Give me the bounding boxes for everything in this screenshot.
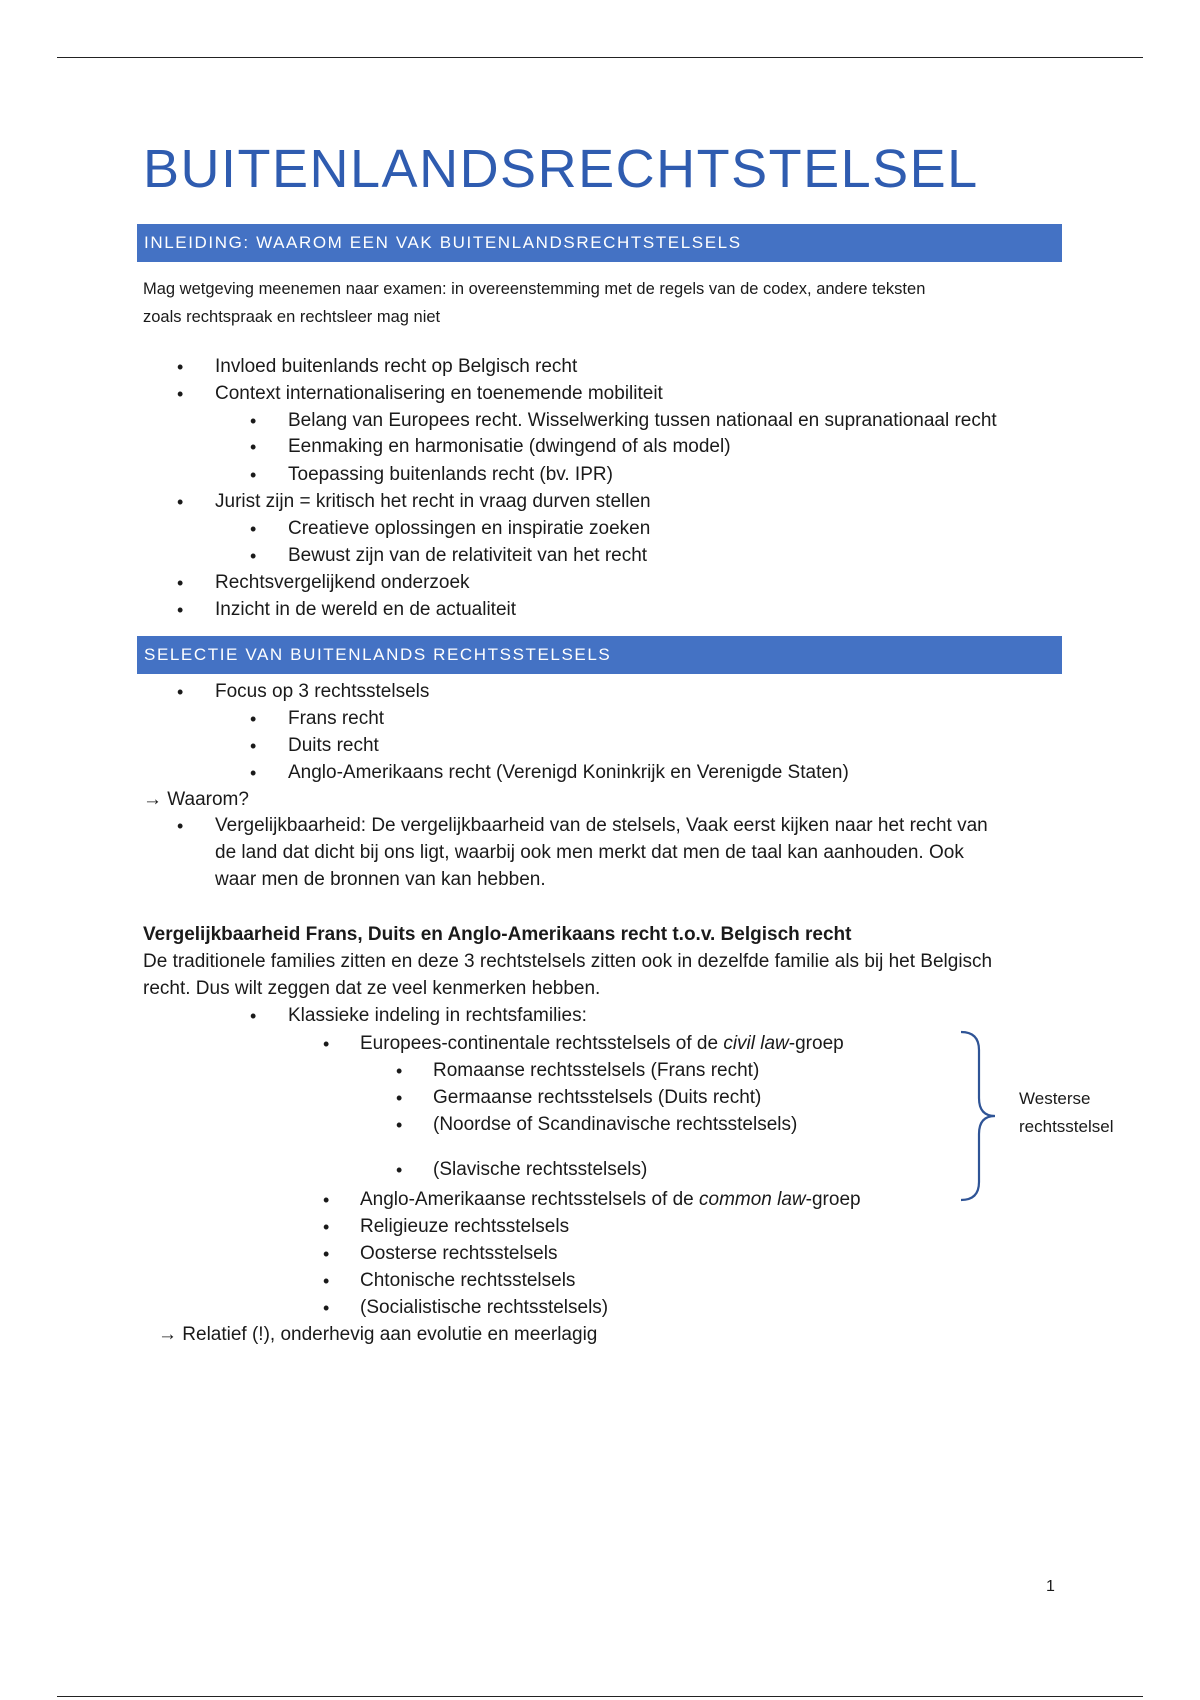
paragraph-line: recht. Dus wilt zeggen dat ze veel kenmerken hebben. [143, 978, 601, 999]
bullet-dot: • [177, 682, 184, 702]
bullet-dot: • [250, 437, 257, 457]
bullet-dot: • [250, 519, 257, 539]
list-item-common-law [360, 1187, 861, 1213]
list-item: Toepassing buitenlands recht (bv. IPR) [288, 464, 613, 485]
bullet-dot: • [177, 492, 184, 512]
list-item: Klassieke indeling in rechtsfamilies: [288, 1005, 587, 1026]
civil-law-prefix: Europees-continentale rechtsstelsels of de [360, 1033, 724, 1054]
list-item: Eenmaking en harmonisatie (dwingend of als model) [288, 436, 731, 457]
bullet-dot: • [323, 1244, 330, 1264]
list-item: Oosterse rechtsstelsels [360, 1243, 558, 1264]
bullet-dot: • [177, 357, 184, 377]
bullet-dot: • [323, 1034, 330, 1054]
bullet-dot: • [323, 1217, 330, 1237]
curly-brace-icon [955, 1028, 1015, 1206]
list-item: Bewust zijn van de relativiteit van het recht [288, 545, 648, 566]
list-item-civil-law [360, 1031, 844, 1057]
bullet-dot: • [250, 465, 257, 485]
list-item: Jurist zijn = kritisch het recht in vraag durven stellen [215, 491, 651, 512]
civil-law-suffix: -groep [788, 1033, 844, 1054]
list-item: Invloed buitenlands recht op Belgisch recht [215, 356, 578, 377]
common-law-prefix: Anglo-Amerikaanse rechtsstelsels of de [360, 1189, 699, 1210]
list-item: Creatieve oplossingen en inspiratie zoeken [288, 518, 651, 539]
page-title: BUITENLANDSRECHTSTELSEL [143, 139, 979, 199]
list-item: Anglo-Amerikaans recht (Verenigd Koninkrijk en Verenigde Staten) [288, 762, 849, 783]
intro-line: zoals rechtspraak en rechtsleer mag niet [143, 308, 441, 326]
list-item: Frans recht [288, 708, 385, 729]
list-item: Religieuze rechtsstelsels [360, 1216, 570, 1237]
bullet-dot: • [396, 1061, 403, 1081]
bullet-dot: • [250, 411, 257, 431]
bullet-dot: • [250, 736, 257, 756]
list-item: Duits recht [288, 735, 379, 756]
brace-label [1019, 1085, 1113, 1141]
why-line: de land dat dicht bij ons ligt, waarbij ook men merkt dat men de taal kan aanhouden. Ook [215, 842, 964, 863]
list-item: Chtonische rechtsstelsels [360, 1270, 576, 1291]
brace-label-line: Westerse [1019, 1089, 1091, 1108]
page-number: 1 [1046, 1578, 1055, 1595]
bullet-dot: • [177, 384, 184, 404]
list-item: Rechtsvergelijkend onderzoek [215, 572, 470, 593]
list-item: (Socialistische rechtsstelsels) [360, 1297, 609, 1318]
subheading: Vergelijkbaarheid Frans, Duits en Anglo-Amerikaans recht t.o.v. Belgisch recht [143, 924, 852, 945]
bullet-dot: • [323, 1271, 330, 1291]
conclusion: → Relatief (!), onderhevig aan evolutie en meerlagig [158, 1324, 598, 1345]
bullet-dot: • [250, 1006, 257, 1026]
bullet-dot: • [396, 1115, 403, 1135]
list-item: Germaanse rechtsstelsels (Duits recht) [433, 1087, 762, 1108]
list-item: (Slavische rechtsstelsels) [433, 1159, 648, 1180]
list-item: (Noordse of Scandinavische rechtsstelsels) [433, 1114, 798, 1135]
bullet-dot: • [323, 1298, 330, 1318]
bullet-dot: • [177, 816, 184, 836]
why-line: Vergelijkbaarheid: De vergelijkbaarheid van de stelsels, Vaak eerst kijken naar het recht van [215, 815, 988, 836]
paragraph-line: De traditionele families zitten en deze 3 rechtstelsels zitten ook in dezelfde familie als bij het Belgisch [143, 951, 993, 972]
top-rule [57, 57, 1143, 58]
common-law-term: common law [699, 1189, 806, 1210]
bullet-dot: • [396, 1160, 403, 1180]
section-heading-inleiding: INLEIDING: WAAROM EEN VAK BUITENLANDSRECHTSTELSELS [137, 224, 1062, 262]
list-item: Belang van Europees recht. Wisselwerking tussen nationaal en supranationaal recht [288, 410, 997, 431]
civil-law-term: civil law [723, 1033, 789, 1054]
bullet-dot: • [250, 763, 257, 783]
list-item: Context internationalisering en toenemende mobiliteit [215, 383, 663, 404]
why-line: waar men de bronnen van kan hebben. [215, 869, 546, 890]
common-law-suffix: -groep [805, 1189, 861, 1210]
bullet-dot: • [250, 546, 257, 566]
bullet-dot: • [250, 709, 257, 729]
bottom-rule [57, 1696, 1143, 1697]
intro-line: Mag wetgeving meenemen naar examen: in overeenstemming met de regels van de codex, andere teksten [143, 280, 926, 298]
list-item: Romaanse rechtsstelsels (Frans recht) [433, 1060, 760, 1081]
bullet-dot: • [177, 573, 184, 593]
list-item: Inzicht in de wereld en de actualiteit [215, 599, 517, 620]
list-item: Focus op 3 rechtsstelsels [215, 681, 430, 702]
bullet-dot: • [396, 1088, 403, 1108]
section-heading-selectie: SELECTIE VAN BUITENLANDS RECHTSSTELSELS [137, 636, 1062, 674]
bullet-dot: • [323, 1190, 330, 1210]
bullet-dot: • [177, 600, 184, 620]
why-label: → Waarom? [143, 789, 249, 810]
brace-label-line: rechtsstelsel [1019, 1117, 1114, 1136]
